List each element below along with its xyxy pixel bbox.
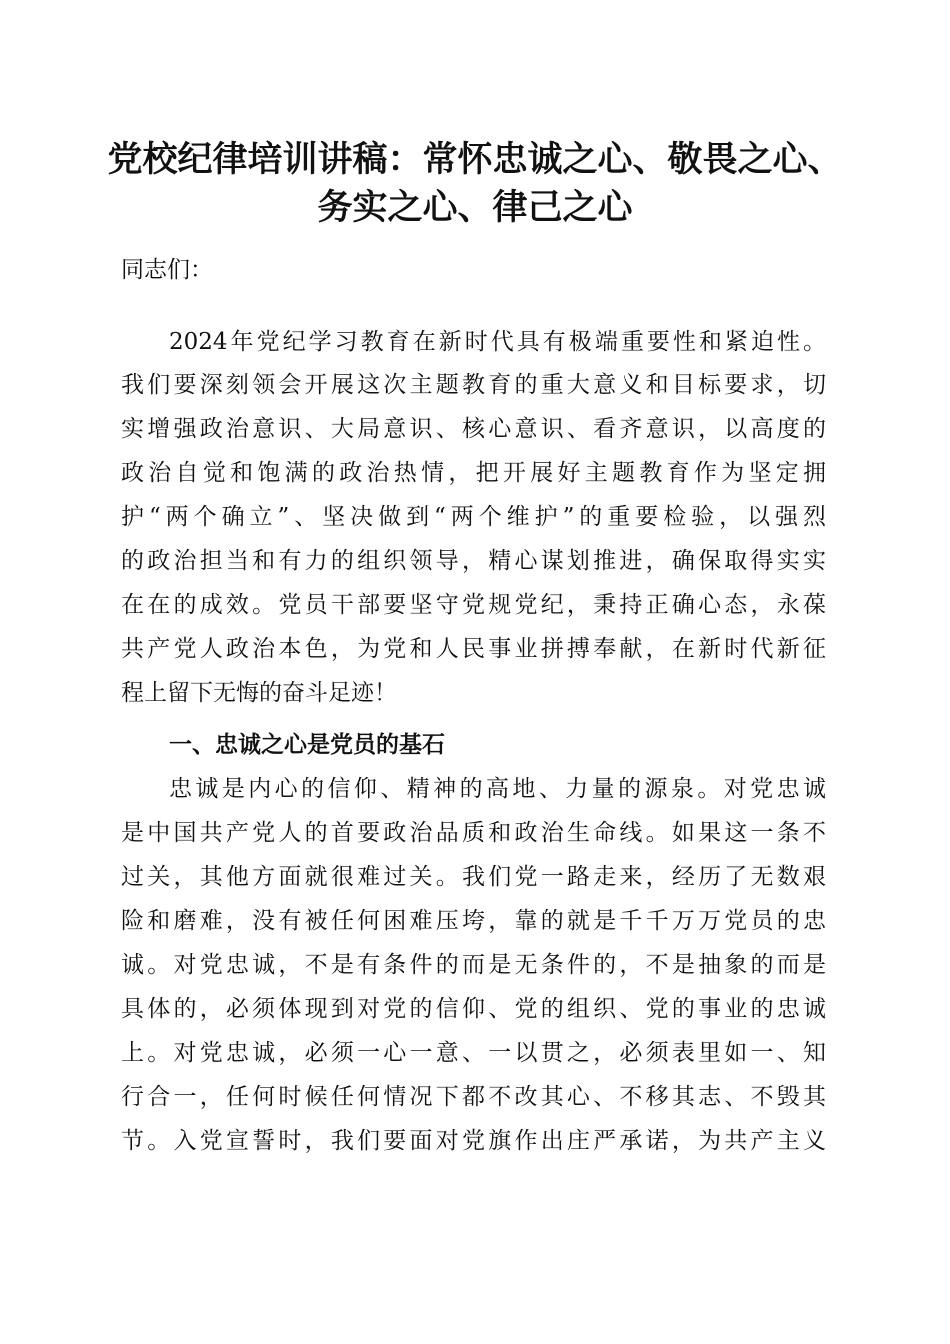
- paragraph-line: 诚。对党忠诚，不是有条件的而是无条件的，不是抽象的而是: [121, 952, 826, 978]
- paragraph-line: 实增强政治意识、大局意识、核心意识、看齐意识，以高度的: [121, 416, 826, 442]
- paragraph-line: 节。入党宣誓时，我们要面对党旗作出庄严承诺，为共产主义: [121, 1128, 826, 1154]
- paragraph-line: 共产党人政治本色，为党和人民事业拼搏奉献，在新时代新征: [121, 636, 826, 662]
- paragraph-line: 政治自觉和饱满的政治热情，把开展好主题教育作为坚定拥: [121, 460, 826, 486]
- paragraph-line: 在在的成效。党员干部要坚守党规党纪，秉持正确心态，永葆: [121, 592, 826, 618]
- paragraph-line: 是中国共产党人的首要政治品质和政治生命线。如果这一条不: [121, 820, 826, 846]
- paragraph-line: 的政治担当和有力的组织领导，精心谋划推进，确保取得实实: [121, 548, 826, 574]
- paragraph-line: 险和磨难，没有被任何困难压垮，靠的就是千千万万党员的忠: [121, 908, 826, 934]
- document-title-line-1: 党校纪律培训讲稿：常怀忠诚之心、敬畏之心、: [107, 139, 843, 180]
- paragraph-line: 忠诚是内心的信仰、精神的高地、力量的源泉。对党忠诚: [169, 776, 826, 802]
- paragraph-line: 行合一，任何时候任何情况下都不改其心、不移其志、不毁其: [121, 1084, 826, 1110]
- paragraph-line: 2024年党纪学习教育在新时代具有极端重要性和紧迫性。: [169, 329, 826, 355]
- section-heading: 一、忠诚之心是党员的基石: [169, 732, 445, 758]
- document-title-line-2: 务实之心、律己之心: [317, 187, 633, 228]
- paragraph-line: 我们要深刻领会开展这次主题教育的重大意义和目标要求，切: [121, 372, 826, 398]
- salutation: 同志们：: [121, 257, 213, 283]
- paragraph-line: 过关，其他方面就很难过关。我们党一路走来，经历了无数艰: [121, 864, 826, 890]
- paragraph-line: 程上留下无悔的奋斗足迹！: [121, 680, 397, 706]
- paragraph-line: 上。对党忠诚，必须一心一意、一以贯之，必须表里如一、知: [121, 1040, 826, 1066]
- paragraph-line: 护“两个确立”、坚决做到“两个维护”的重要检验，以强烈: [121, 504, 826, 530]
- paragraph-line: 具体的，必须体现到对党的信仰、党的组织、党的事业的忠诚: [121, 996, 826, 1022]
